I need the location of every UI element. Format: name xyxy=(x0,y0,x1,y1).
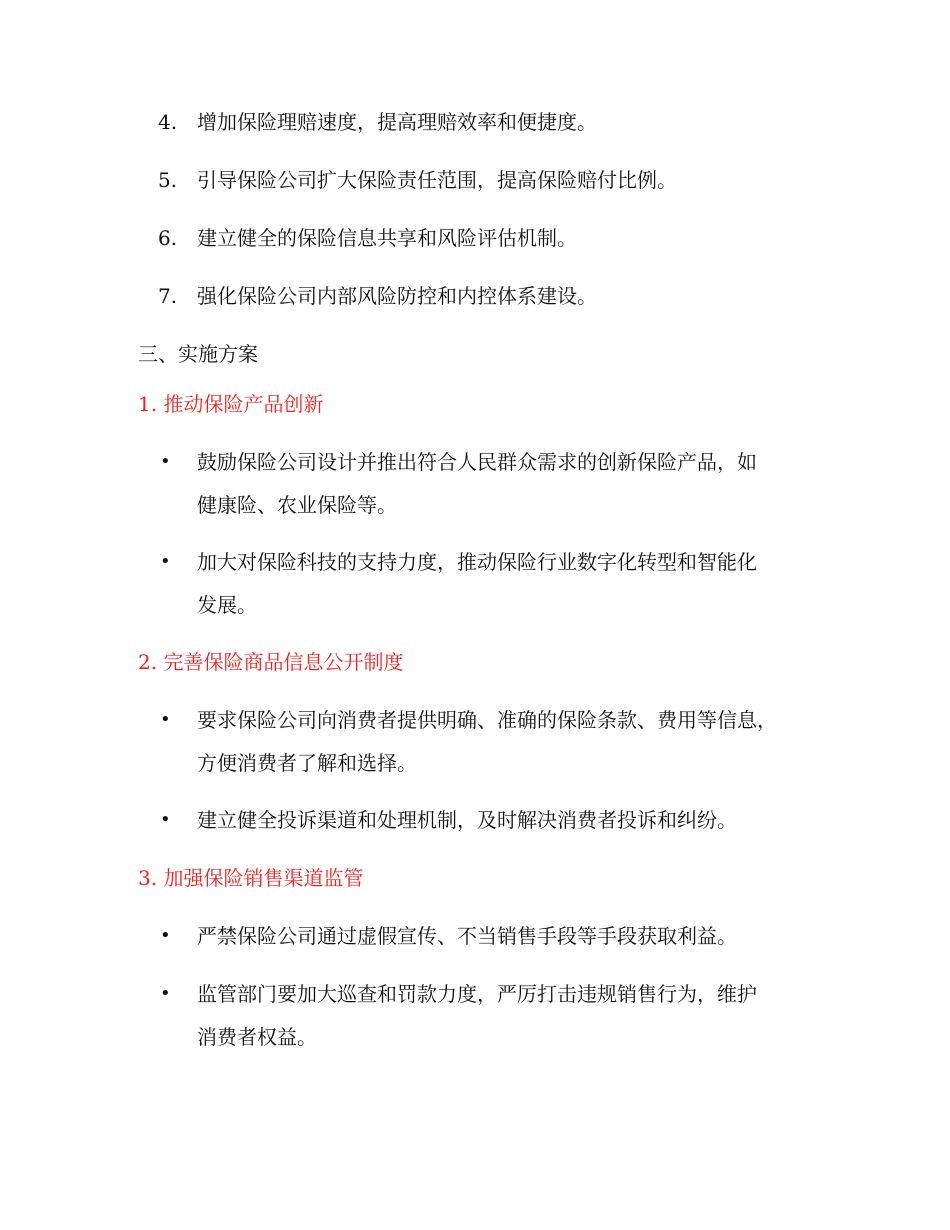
bullet-icon: • xyxy=(160,451,171,472)
bullet-line: 发展。 xyxy=(197,593,257,617)
bullet-line: 鼓励保险公司设计并推出符合人民群众需求的创新保险产品，如 xyxy=(197,450,757,474)
bullet-line: 方便消费者了解和选择。 xyxy=(197,751,417,775)
item-number: 6. xyxy=(158,226,178,250)
bullet-line: 严禁保险公司通过虚假宣传、不当销售手段等手段获取利益。 xyxy=(197,924,737,948)
bullet-icon: • xyxy=(160,709,171,730)
bullet-text xyxy=(197,441,837,527)
bullet-line: 建立健全投诉渠道和处理机制，及时解决消费者投诉和纠纷。 xyxy=(197,808,737,832)
section-heading: 三、实施方案 xyxy=(138,342,258,366)
bullet-line: 加大对保险科技的支持力度，推动保险行业数字化转型和智能化 xyxy=(197,550,757,574)
subsection-heading: 2. 完善保险商品信息公开制度 xyxy=(138,650,404,674)
item-number: 4. xyxy=(158,110,178,134)
bullet-icon: • xyxy=(160,983,171,1004)
bullet-line: 要求保险公司向消费者提供明确、准确的保险条款、费用等信息， xyxy=(197,708,777,732)
bullet-icon: • xyxy=(160,809,171,830)
subsection-heading: 1. 推动保险产品创新 xyxy=(138,392,324,416)
bullet-line: 消费者权益。 xyxy=(197,1025,317,1049)
bullet-text xyxy=(197,699,837,785)
bullet-line: 健康险、农业保险等。 xyxy=(197,493,397,517)
bullet-line: 监管部门要加大巡查和罚款力度，严厉打击违规销售行为，维护 xyxy=(197,982,757,1006)
item-text: 建立健全的保险信息共享和风险评估机制。 xyxy=(197,226,577,250)
bullet-text xyxy=(197,915,837,958)
item-number: 5. xyxy=(158,168,178,192)
bullet-icon: • xyxy=(160,925,171,946)
item-text: 增加保险理赔速度，提高理赔效率和便捷度。 xyxy=(197,110,597,134)
item-text: 引导保险公司扩大保险责任范围，提高保险赔付比例。 xyxy=(197,168,677,192)
bullet-text xyxy=(197,541,837,627)
item-text: 强化保险公司内部风险防控和内控体系建设。 xyxy=(197,284,597,308)
item-number: 7. xyxy=(158,284,178,308)
bullet-text xyxy=(197,799,837,842)
subsection-heading: 3. 加强保险销售渠道监管 xyxy=(138,866,364,890)
bullet-icon: • xyxy=(160,551,171,572)
bullet-text xyxy=(197,973,837,1059)
